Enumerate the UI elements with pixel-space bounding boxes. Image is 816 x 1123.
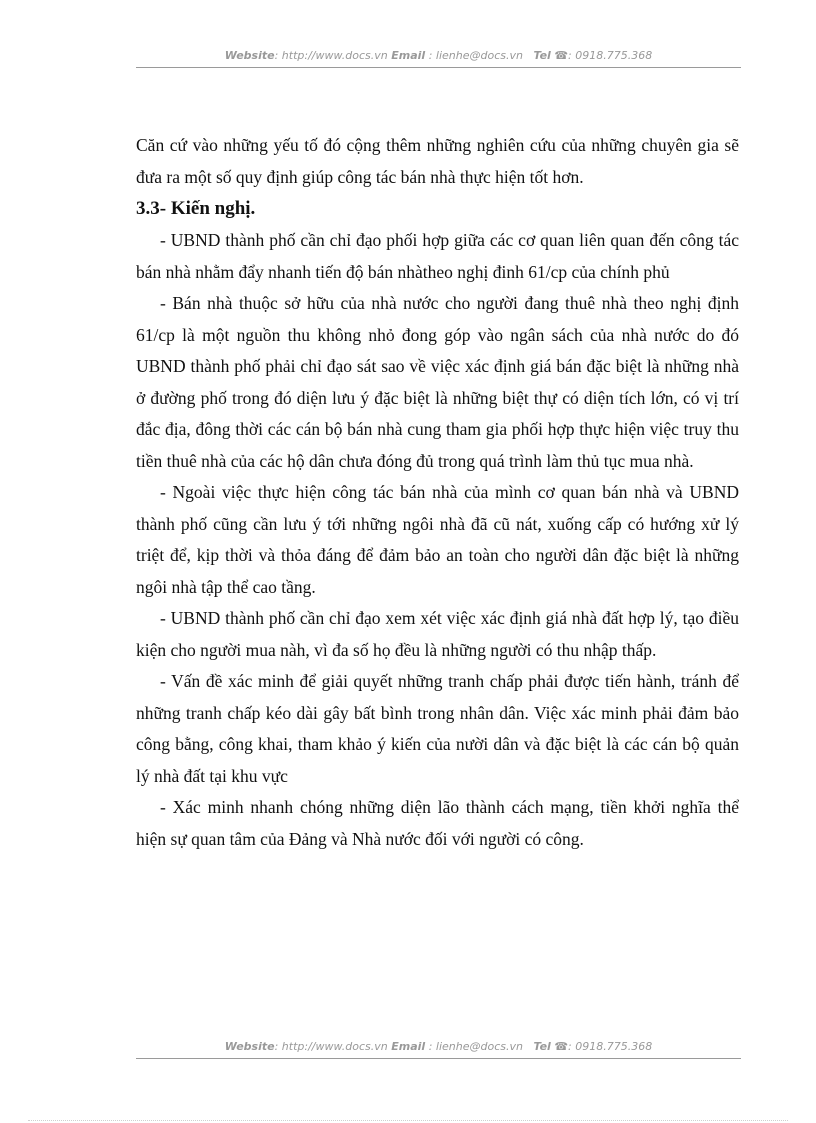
footer-email-value: : lienhe@docs.vn (428, 1040, 523, 1053)
footer-website-label: Website (224, 1040, 275, 1053)
header-email-label: Email (391, 49, 426, 62)
recommendation-paragraph: - Ngoài việc thực hiện công tác bán nhà của mình cơ quan bán nhà và UBND thành phố cũng cần lưu ý tới những ngôi nhà đã cũ nát, xuống cấp có hướng xử lý triệt để, kịp thời và thỏa đáng để đảm bảo an toàn cho người dân đặc biệt là những ngôi nhà tập thể cao tầng. (136, 482, 739, 597)
header-email-value: : lienhe@docs.vn (428, 49, 523, 62)
recommendation-paragraph: - UBND thành phố cần chỉ đạo xem xét việc xác định giá nhà đất hợp lý, tạo điều kiện cho người mua nàh, vì đa số họ đều là những người có thu nhập thấp. (136, 608, 739, 660)
intro-paragraph: Căn cứ vào những yếu tố đó cộng thêm những nghiên cứu của những chuyên gia sẽ đưa ra một số quy định giúp công tác bán nhà thực hiện tốt hơn. (136, 135, 739, 187)
page-bottom-dotted-line (28, 1120, 788, 1121)
section-heading: 3.3- Kiến nghị. (136, 198, 256, 219)
header-divider (136, 67, 741, 68)
footer-email-label: Email (391, 1040, 426, 1053)
footer-website-value: : http://www.docs.vn (274, 1040, 388, 1053)
page-header (136, 49, 741, 62)
footer-divider (136, 1058, 741, 1059)
recommendation-paragraph: - Vấn đề xác minh để giải quyết những tranh chấp phải được tiến hành, tránh để những tranh chấp kéo dài gây bất bình trong nhân dân. Việc xác minh phải đảm bảo công bằng, công khai, tham khảo ý kiến của nười dân và đặc biệt là các cán bộ quản lý nhà đất tại khu vực (136, 671, 739, 786)
recommendation-paragraph: - Bán nhà thuộc sở hữu của nhà nước cho người đang thuê nhà theo nghị định 61/cp là một nguồn thu không nhỏ đong góp vào ngân sách của nhà nước do đó UBND thành phố phải chỉ đạo sát sao về việc xác định giá bán đặc biệt là những nhà ở đường phố trong đó diện lưu ý đặc biệt là những biệt thự có diện tích lớn, có vị trí đắc địa, đông thời các cán bộ bán nhà cung tham gia phối hợp thực hiện việc truy thu tiền thuê nhà của các hộ dân chưa đóng đủ trong quá trình làm thủ tục mua nhà. (136, 293, 739, 471)
phone-icon: ☎ (554, 1040, 569, 1053)
footer-tel-label: Tel (533, 1040, 551, 1053)
recommendation-paragraph: - Xác minh nhanh chóng những diện lão thành cách mạng, tiền khởi nghĩa thể hiện sự quan tâm của Đảng và Nhà nước đối với người có công. (136, 797, 739, 849)
recommendation-paragraph: - UBND thành phố cần chỉ đạo phối hợp giữa các cơ quan liên quan đến công tác bán nhà nhằm đẩy nhanh tiến độ bán nhàtheo nghị đinh 61/cp của chính phủ (136, 230, 739, 282)
page-footer (136, 1040, 741, 1053)
header-website-value: : http://www.docs.vn (274, 49, 388, 62)
header-tel-value: : 0918.775.368 (568, 49, 653, 62)
phone-icon: ☎ (554, 49, 569, 62)
document-body (136, 130, 739, 855)
header-website-label: Website (224, 49, 275, 62)
header-tel-label: Tel (533, 49, 551, 62)
footer-tel-value: : 0918.775.368 (568, 1040, 653, 1053)
